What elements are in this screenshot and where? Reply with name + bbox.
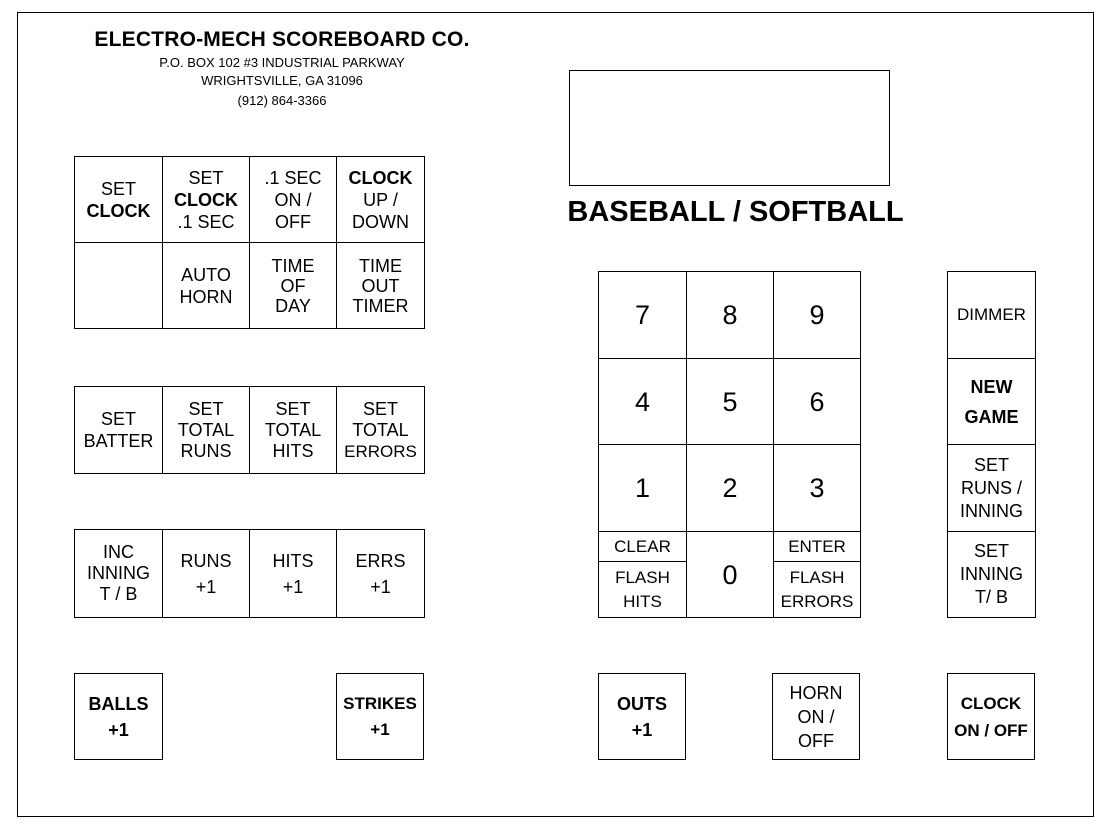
key-label: +1 (370, 576, 391, 597)
key-label: HITS (272, 440, 314, 461)
company-address-line-2: WRIGHTSVILLE, GA 31096 (201, 73, 363, 88)
key-label: ERRORS (780, 591, 854, 611)
set-batter-button[interactable] (75, 387, 163, 474)
key-label: .1 SEC (177, 211, 235, 232)
key-label: FLASH (615, 567, 670, 587)
key-label: STRIKES (343, 693, 417, 713)
key-label: OFF (798, 730, 834, 751)
blank-key[interactable] (75, 243, 163, 329)
key-label: HORN (179, 286, 233, 307)
key-label: CLOCK (86, 200, 151, 221)
key-label: 6 (809, 386, 825, 417)
keypad-5-button[interactable] (687, 359, 774, 445)
strikes-plus-one-button[interactable] (336, 673, 424, 760)
key-label: FLASH (789, 567, 845, 587)
key-label: ERRS (355, 550, 406, 571)
set-clock-tenth-button[interactable] (163, 157, 250, 243)
key-label: ON / (274, 189, 312, 210)
key-label: UP / (363, 189, 398, 210)
key-label: DOWN (352, 211, 409, 232)
clock-on-off-button[interactable] (947, 673, 1035, 760)
set-total-hits-button[interactable] (250, 387, 337, 474)
key-label: TIME (271, 255, 315, 276)
key-label: HITS (272, 550, 314, 571)
key-label: ON / (797, 706, 835, 727)
key-label: 1 (634, 473, 651, 503)
increment-key-group (74, 529, 425, 618)
key-label: TIMER (352, 295, 409, 316)
key-label: DAY (275, 295, 311, 316)
key-label: 9 (809, 300, 825, 330)
key-label: 4 (634, 386, 651, 417)
key-label: INC (103, 542, 134, 562)
clock-up-down-button[interactable] (337, 157, 425, 243)
time-of-day-button[interactable] (250, 243, 337, 329)
key-label: INNING (87, 563, 150, 583)
key-label: 7 (634, 300, 651, 330)
flash-hits-button[interactable] (599, 562, 687, 618)
key-label: T / B (99, 584, 138, 604)
key-label: SET (100, 409, 136, 429)
key-label: SET (275, 398, 311, 419)
key-label: T/ B (974, 587, 1008, 607)
new-game-button[interactable] (948, 359, 1036, 445)
key-label: INNING (960, 564, 1023, 584)
key-label: AUTO (181, 264, 231, 285)
side-key-column (947, 271, 1036, 618)
key-label: +1 (195, 576, 217, 597)
key-label: TOTAL (177, 419, 235, 440)
key-label: CLOCK (960, 693, 1022, 713)
tenth-second-on-off-button[interactable] (250, 157, 337, 243)
flash-errors-button[interactable] (774, 562, 861, 618)
set-total-errors-button[interactable] (337, 387, 425, 474)
keypad-8-button[interactable] (687, 272, 774, 359)
auto-horn-button[interactable] (163, 243, 250, 329)
key-label: BALLS (88, 693, 149, 714)
keypad-1-button[interactable] (599, 445, 687, 532)
key-label: SET (100, 178, 136, 199)
time-out-timer-button[interactable] (337, 243, 425, 329)
key-label: OUTS (616, 693, 667, 714)
key-label: HITS (623, 591, 662, 611)
key-label: CLOCK (348, 167, 413, 188)
led-display-window (569, 70, 890, 186)
key-label: 3 (809, 473, 825, 503)
keypad-4-button[interactable] (599, 359, 687, 445)
company-name: ELECTRO-MECH SCOREBOARD CO. (94, 28, 470, 51)
key-label: +1 (282, 576, 304, 597)
set-runs-per-inning-button[interactable] (948, 445, 1036, 532)
key-label: SET (973, 454, 1009, 475)
set-total-runs-button[interactable] (163, 387, 250, 474)
key-label: OF (280, 275, 306, 296)
key-label: SET (973, 541, 1009, 561)
key-label: +1 (370, 719, 390, 739)
numeric-keypad (598, 271, 861, 618)
key-label: 8 (722, 300, 738, 330)
key-label: +1 (108, 719, 129, 740)
key-label: GAME (964, 406, 1019, 427)
key-label: OUT (361, 275, 400, 296)
outs-plus-one-button[interactable] (598, 673, 686, 760)
key-label: ERRORS (344, 441, 417, 461)
set-inning-button[interactable] (948, 532, 1036, 618)
key-label: CLOCK (174, 189, 238, 210)
key-label: RUNS (180, 440, 232, 461)
inc-inning-button[interactable] (75, 530, 163, 618)
key-label: 5 (722, 386, 738, 417)
key-label: DIMMER (957, 305, 1026, 324)
key-label: CLEAR (614, 536, 671, 556)
clock-key-group (74, 156, 425, 329)
key-label: TOTAL (352, 419, 409, 440)
key-label: RUNS (180, 550, 232, 571)
keypad-3-button[interactable] (774, 445, 861, 532)
runs-plus-one-button[interactable] (163, 530, 250, 618)
keypad-0-button[interactable] (687, 532, 774, 618)
key-label: BATTER (83, 431, 154, 451)
balls-plus-one-button[interactable] (74, 673, 163, 760)
keypad-6-button[interactable] (774, 359, 861, 445)
key-label: NEW (970, 376, 1013, 397)
dimmer-button[interactable] (948, 272, 1036, 359)
key-label: ON / OFF (954, 720, 1028, 740)
keypad-2-button[interactable] (687, 445, 774, 532)
key-label: SET (188, 167, 224, 188)
company-address-line-1: P.O. BOX 102 #3 INDUSTRIAL PARKWAY (159, 55, 405, 70)
key-label: INNING (960, 500, 1023, 521)
clear-button[interactable] (599, 532, 687, 562)
key-label: +1 (631, 719, 653, 740)
hits-plus-one-button[interactable] (250, 530, 337, 618)
key-label: ENTER (788, 536, 846, 556)
key-label: .1 SEC (264, 167, 322, 188)
keypad-9-button[interactable] (774, 272, 861, 359)
enter-button[interactable] (774, 532, 861, 562)
key-label: SET (362, 398, 398, 419)
key-label: TOTAL (264, 419, 322, 440)
errs-plus-one-button[interactable] (337, 530, 425, 618)
key-label: 2 (722, 473, 738, 503)
key-label: OFF (275, 211, 311, 232)
key-label: SET (188, 398, 224, 419)
key-label: RUNS / (960, 477, 1022, 498)
keypad-7-button[interactable] (599, 272, 687, 359)
key-label: 0 (722, 559, 738, 590)
company-phone: (912) 864-3366 (237, 93, 327, 108)
key-label: TIME (359, 255, 402, 276)
company-header (80, 28, 484, 110)
set-totals-key-group (74, 386, 425, 474)
key-label: HORN (789, 682, 843, 703)
panel-title: BASEBALL / SOFTBALL (567, 196, 904, 228)
horn-on-off-button[interactable] (772, 673, 860, 760)
set-clock-button[interactable] (75, 157, 163, 243)
